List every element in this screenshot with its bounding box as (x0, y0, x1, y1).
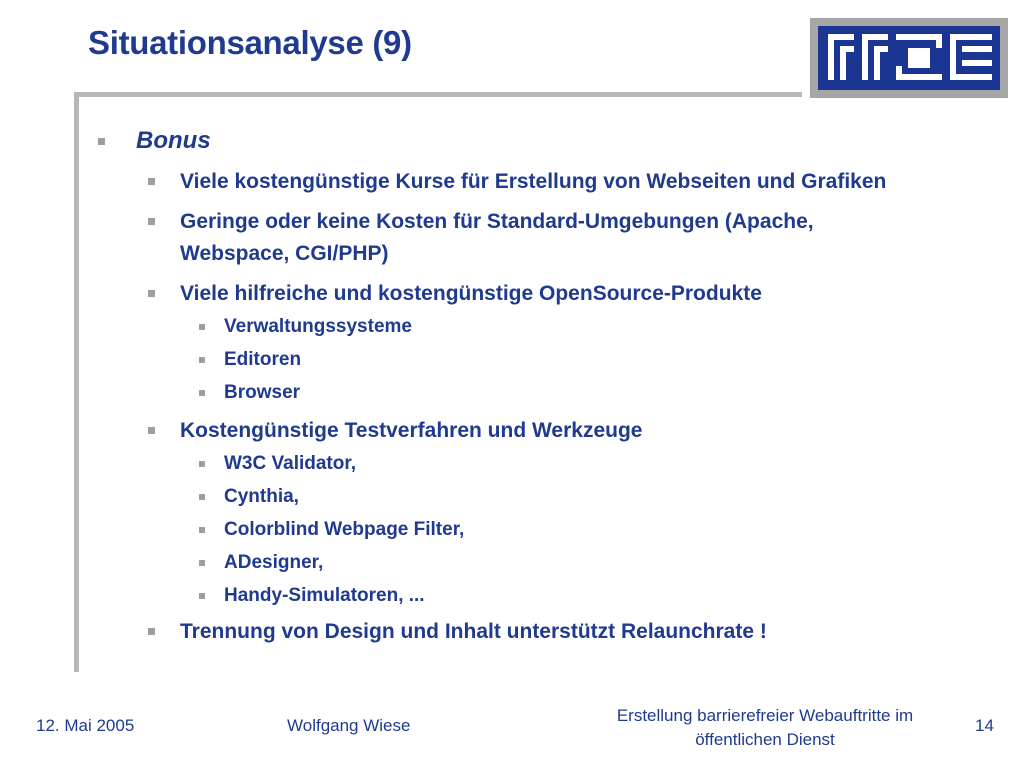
sub-list-item (96, 380, 956, 405)
square-bullet-icon (199, 461, 205, 467)
list-item-text: Kostengünstige Testverfahren und Werkzeuge (180, 419, 643, 442)
square-bullet-icon (148, 628, 155, 635)
list-item (96, 278, 900, 310)
square-bullet-icon (148, 290, 155, 297)
page-number: 14 (975, 716, 994, 735)
list-item (96, 166, 900, 198)
sub-list-item-text: ADesigner, (224, 552, 324, 573)
top-rule (74, 92, 802, 97)
sub-list-item (96, 451, 956, 476)
sub-list-item (96, 550, 956, 575)
sub-list-item (96, 314, 956, 339)
list-item-text: Geringe oder keine Kosten für Standard-Umgebungen (Apache, Webspace, CGI/PHP) (180, 210, 814, 265)
square-bullet-icon (199, 357, 205, 363)
list-item (96, 616, 900, 648)
list-item-text: Viele kostengünstige Kurse für Erstellung von Webseiten und Grafiken (180, 170, 887, 193)
sub-list-item-text: Verwaltungssysteme (224, 316, 412, 337)
square-bullet-icon (199, 494, 205, 500)
list-item-text: Trennung von Design und Inhalt unterstützt Relaunchrate ! (180, 620, 767, 643)
square-bullet-icon (199, 324, 205, 330)
footer-author: Wolfgang Wiese (287, 716, 411, 735)
rrze-logo (810, 18, 1008, 98)
square-bullet-icon (199, 593, 205, 599)
sub-list-item-text: W3C Validator, (224, 453, 356, 474)
square-bullet-icon (148, 178, 155, 185)
sub-list-item (96, 517, 956, 542)
left-rule (74, 92, 79, 672)
sub-list-item-text: Handy-Simulatoren, ... (224, 585, 425, 606)
square-bullet-icon (148, 218, 155, 225)
heading-bonus (96, 124, 956, 158)
slide-title: Situationsanalyse (9) (88, 24, 412, 61)
sub-list-item-text: Cynthia, (224, 486, 299, 507)
slide-body (96, 124, 956, 656)
square-bullet-icon (199, 560, 205, 566)
sub-list-item-text: Colorblind Webpage Filter, (224, 519, 465, 540)
sub-list-item (96, 484, 956, 509)
square-bullet-icon (199, 390, 205, 396)
list-item (96, 415, 900, 447)
square-bullet-icon (199, 527, 205, 533)
sub-list-item-text: Browser (224, 382, 301, 403)
sub-list-item (96, 583, 956, 608)
square-bullet-icon (148, 427, 155, 434)
list-item-text: Viele hilfreiche und kostengünstige OpenSource-Produkte (180, 282, 762, 305)
heading-text: Bonus (136, 127, 211, 154)
square-bullet-icon (98, 138, 105, 145)
footer-title: Erstellung barrierefreier Webauftritte im öffentlichen Dienst (616, 706, 914, 749)
list-item (96, 206, 900, 270)
footer-date: 12. Mai 2005 (36, 716, 135, 735)
sub-list-item (96, 347, 956, 372)
sub-list-item-text: Editoren (224, 349, 302, 370)
